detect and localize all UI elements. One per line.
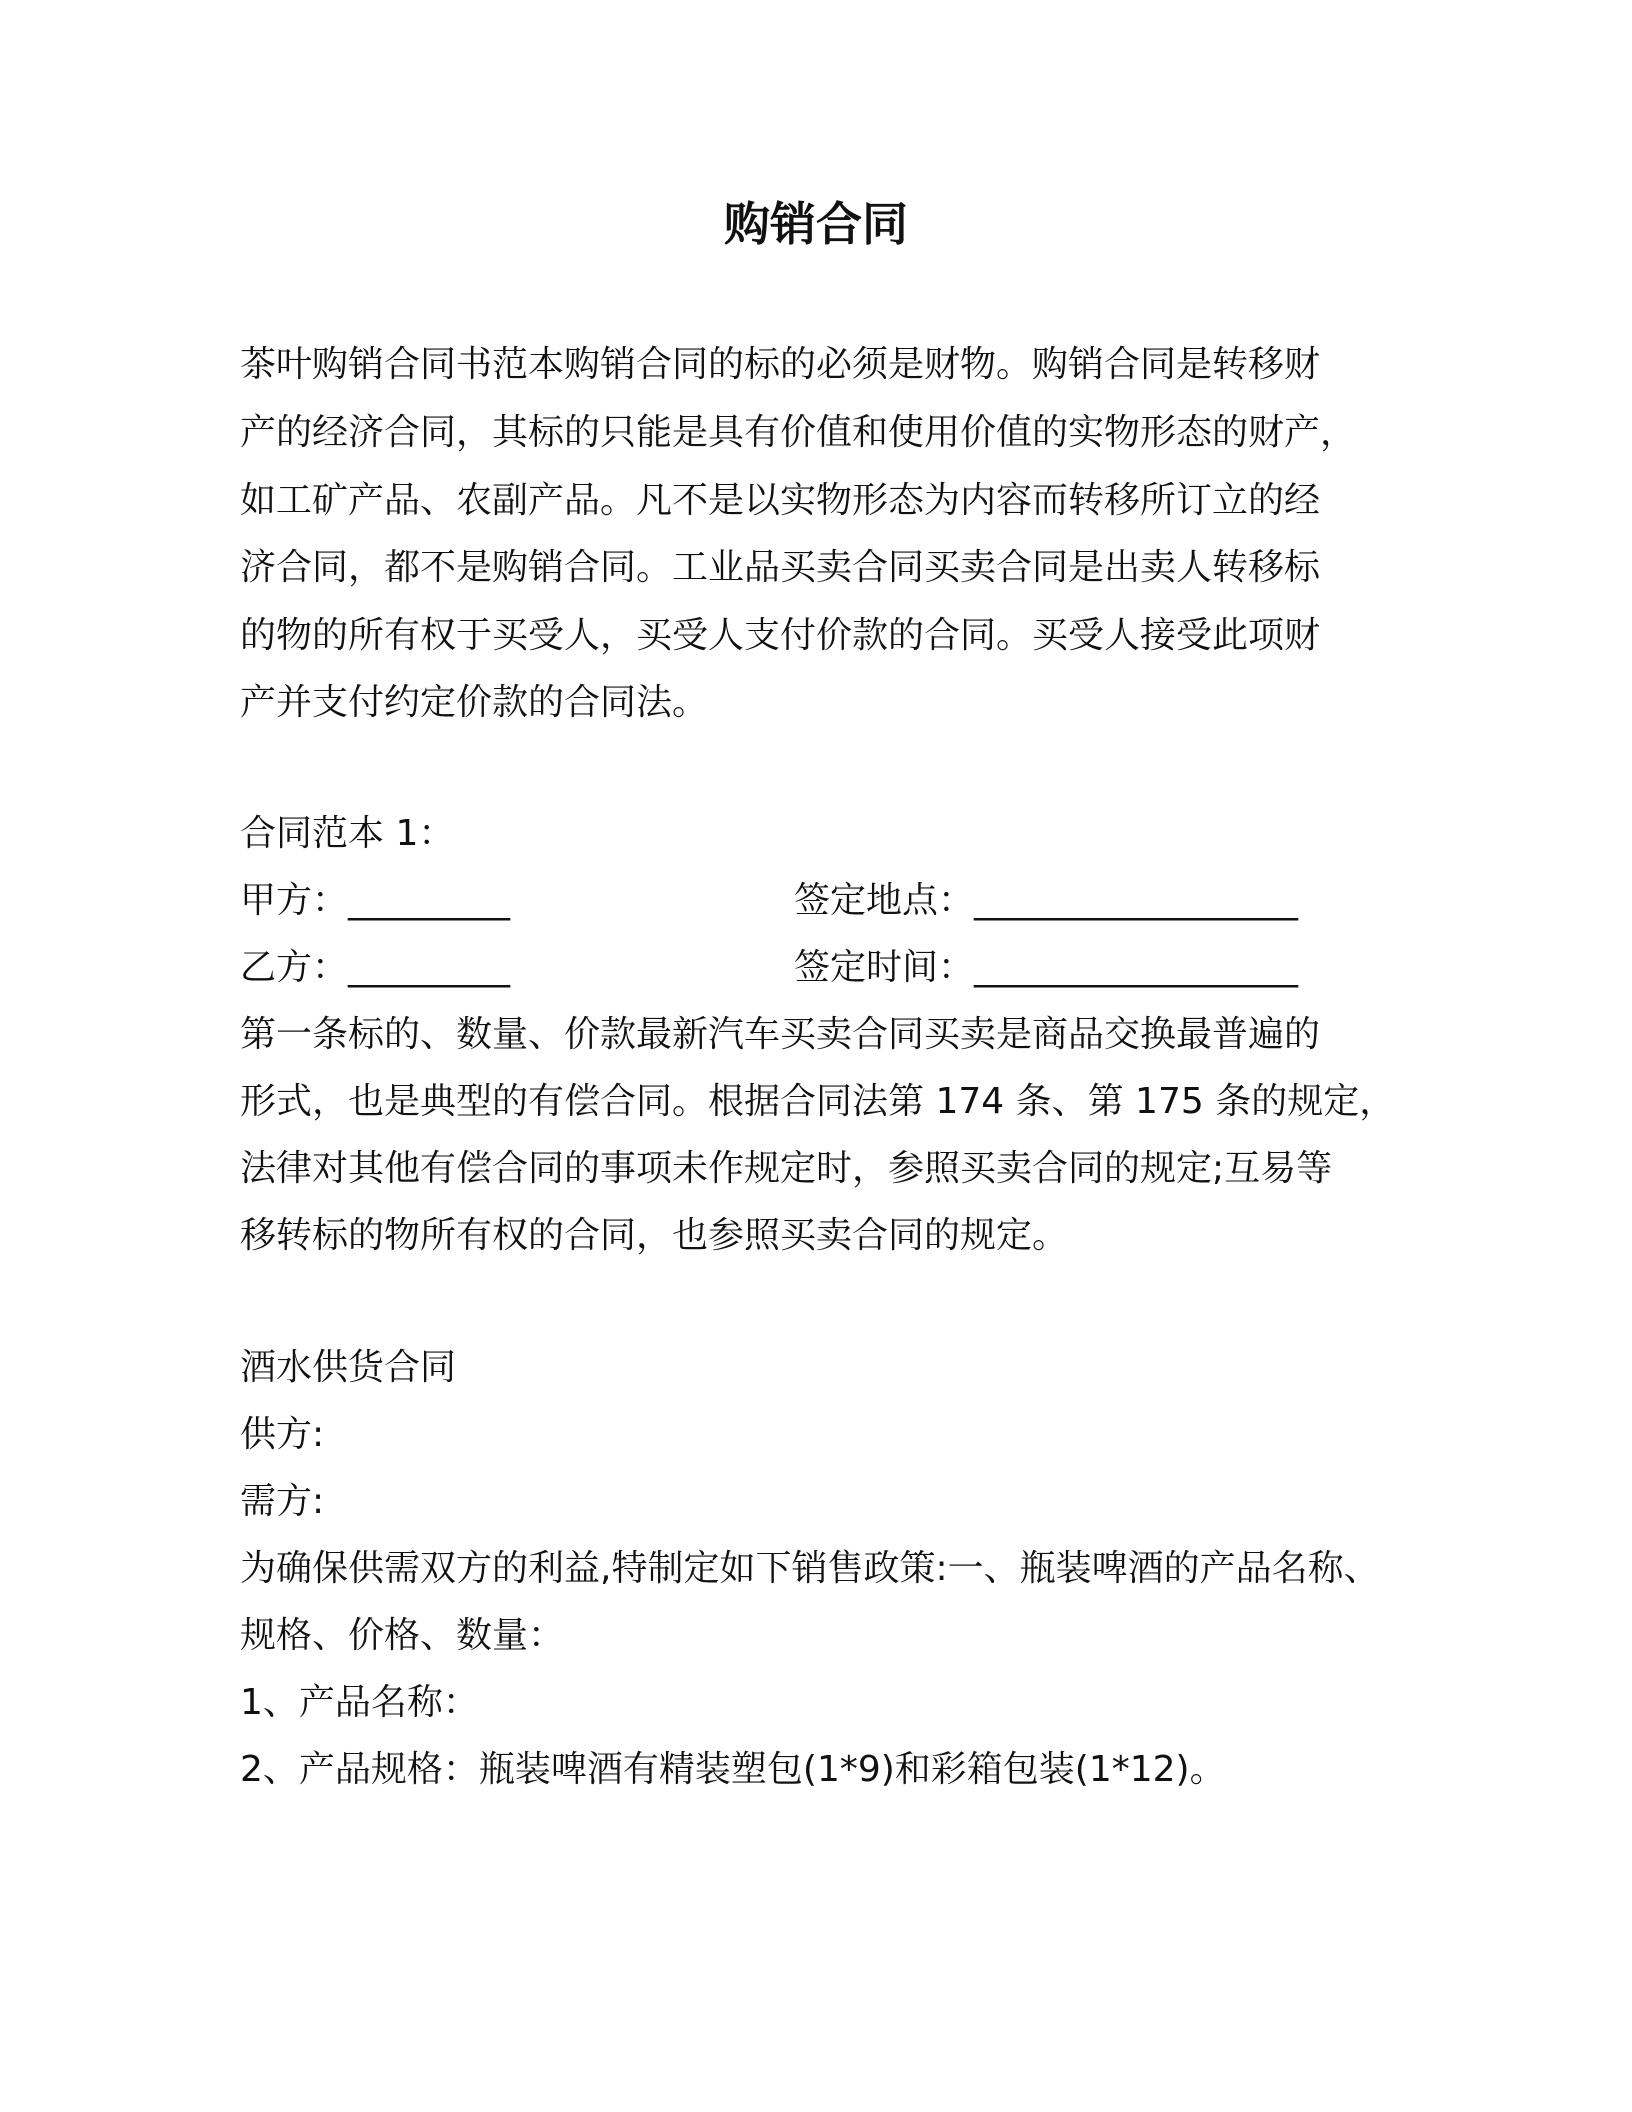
party-b-field: 乙方：_________: [240, 947, 511, 988]
article1-line-1: 第一条标的、数量、价款最新汽车买卖合同买卖是商品交换最普遍的: [240, 1014, 1321, 1055]
intro-line-6: 产并支付约定价款的合同法。: [240, 682, 709, 723]
document-title: 购销合同: [724, 197, 908, 251]
policy-line-2: 规格、价格、数量：: [240, 1615, 565, 1656]
policy-line-1: 为确保供需双方的利益,特制定如下销售政策:一、瓶装啤酒的产品名称、: [240, 1548, 1380, 1589]
article1-line-3: 法律对其他有偿合同的事项未作规定时，参照买卖合同的规定;互易等: [240, 1148, 1333, 1189]
supplier-field: 供方:: [240, 1414, 325, 1455]
intro-line-1: 茶叶购销合同书范本购销合同的标的必须是财物。购销合同是转移财: [240, 344, 1321, 385]
signing-time-field: 签定时间：__________________: [794, 947, 1299, 988]
intro-line-4: 济合同，都不是购销合同。工业品买卖合同买卖合同是出卖人转移标: [240, 547, 1321, 588]
intro-line-3: 如工矿产品、农副产品。凡不是以实物形态为内容而转移所订立的经: [240, 480, 1321, 521]
buyer-field: 需方:: [240, 1481, 325, 1522]
product-name-item: 1、产品名称：: [240, 1682, 479, 1723]
party-a-field: 甲方：_________: [240, 880, 511, 921]
supply-contract-heading: 酒水供货合同: [240, 1347, 457, 1388]
intro-line-5: 的物的所有权于买受人，买受人支付价款的合同。买受人接受此项财: [240, 615, 1321, 656]
template-heading: 合同范本 1：: [240, 813, 455, 854]
intro-line-2: 产的经济合同，其标的只能是具有价值和使用价值的实物形态的财产，: [240, 412, 1357, 453]
product-spec-item: 2、产品规格：瓶装啤酒有精装塑包(1*9)和彩箱包装(1*12)。: [240, 1749, 1226, 1790]
signing-place-field: 签定地点：__________________: [794, 880, 1299, 921]
article1-line-4: 移转标的物所有权的合同，也参照买卖合同的规定。: [240, 1215, 1069, 1256]
article1-line-2: 形式，也是典型的有偿合同。根据合同法第 174 条、第 175 条的规定，: [240, 1081, 1396, 1122]
